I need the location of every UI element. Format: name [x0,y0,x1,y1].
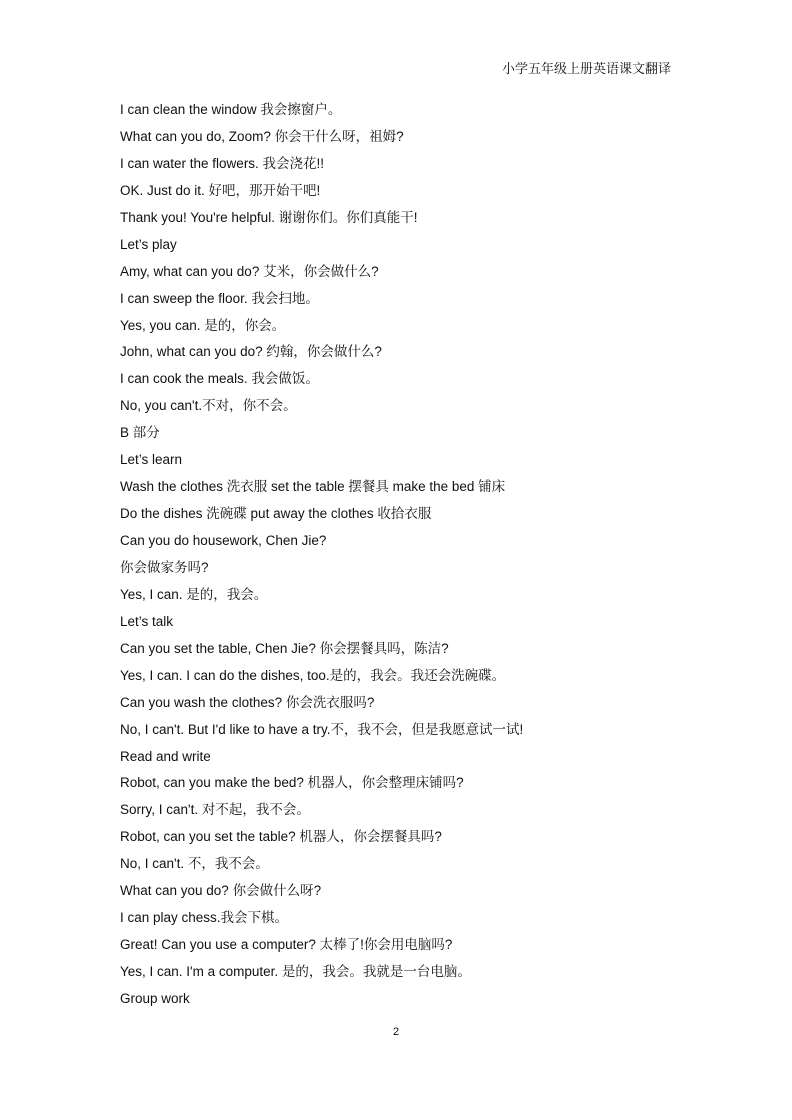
text-line: I can sweep the floor. 我会扫地。 [120,290,319,306]
text-line: 你会做家务吗? [120,559,209,575]
text-line: No, you can't.不对，你不会。 [120,398,297,414]
page-number: 2 [392,1026,400,1038]
text-line: Can you do housework, Chen Jie? [120,533,327,548]
text-line: Yes, you can. 是的，你会。 [120,317,286,333]
text-line: Yes, I can. 是的，我会。 [120,586,268,602]
section-heading: Let’s learn [120,452,183,468]
page-header-title: 小学五年级上册英语课文翻译 [501,62,671,77]
section-heading: Read and write [120,748,211,764]
text-line: John, what can you do? 约翰，你会做什么? [120,344,382,360]
text-line: Amy, what can you do? 艾米，你会做什么? [120,263,379,279]
section-heading: Let’s play [120,236,177,252]
text-line: Sorry, I can't. 对不起，我不会。 [120,802,310,818]
text-line: Thank you! You're helpful. 谢谢你们。你们真能干! [120,209,418,225]
text-line: Yes, I can. I'm a computer. 是的，我会。我就是一台电脑。 [120,964,471,979]
text-line: I can clean the window 我会擦窗户。 [120,102,342,117]
text-line: I can play chess.我会下棋。 [120,910,289,926]
text-line: What can you do, Zoom? 你会干什么呀，祖姆? [120,128,404,144]
part-heading: B 部分 [120,425,160,441]
text-line: Great! Can you use a computer? 太棒了!你会用电脑吗? [120,937,453,953]
section-heading: Let’s talk [120,613,174,629]
section-heading: Group work [120,990,190,1006]
text-line: Yes, I can. I can do the dishes, too.是的，我会。我还会洗碗碟。 [120,667,506,683]
text-line: Wash the clothes 洗衣服 set the table 摆餐具 make the bed 铺床 [120,479,506,495]
text-line: Robot, can you make the bed? 机器人，你会整理床铺吗? [120,775,464,791]
text-line: No, I can't. But I'd like to have a try.不，我不会，但是我愿意试一试! [120,721,524,737]
text-line: I can water the flowers. 我会浇花!! [120,155,325,171]
text-body [120,97,680,1013]
text-line: What can you do? 你会做什么呀? [120,883,322,899]
text-line: OK. Just do it. 好吧，那开始干吧! [120,182,321,198]
text-line: Can you wash the clothes? 你会洗衣服吗? [120,694,375,710]
text-line: Robot, can you set the table? 机器人，你会摆餐具吗? [120,829,442,845]
text-line: I can cook the meals. 我会做饭。 [120,371,319,387]
text-line: No, I can't. 不，我不会。 [120,856,269,872]
text-line: Do the dishes 洗碗碟 put away the clothes 收拾衣服 [120,506,432,522]
text-line: Can you set the table, Chen Jie? 你会摆餐具吗，陈洁? [120,640,449,656]
